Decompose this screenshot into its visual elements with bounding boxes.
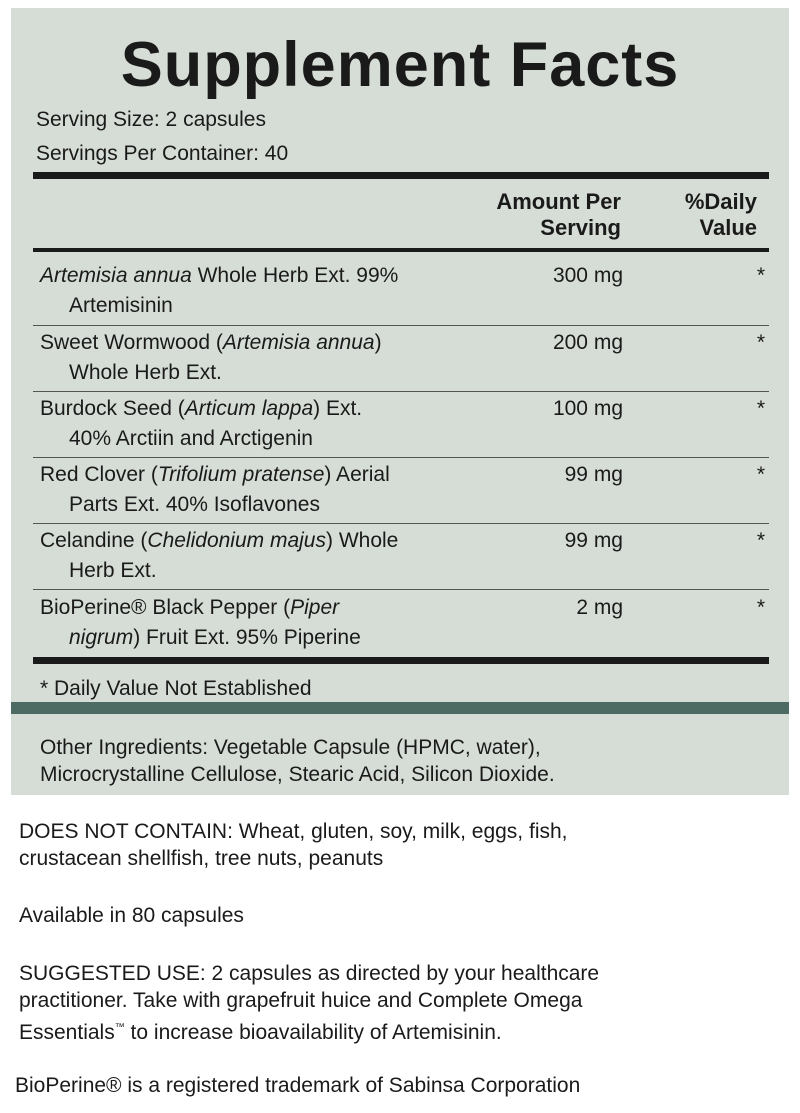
daily-value-footnote: * Daily Value Not Established bbox=[40, 677, 312, 700]
ingredient-dv: * bbox=[756, 397, 765, 420]
suggested-use-line1: SUGGESTED USE: 2 capsules as directed by your healthcare bbox=[19, 962, 600, 985]
row-divider bbox=[33, 523, 769, 524]
suggested-use-line3 bbox=[19, 1014, 779, 1046]
row-divider bbox=[33, 589, 769, 590]
essentials-text: Essentials bbox=[19, 1021, 115, 1044]
ingredient-latin-name: Chelidonium majus bbox=[147, 529, 326, 552]
trademark-symbol: ™ bbox=[114, 1022, 125, 1033]
header-rule bbox=[33, 248, 769, 252]
ingredient-amount: 300 mg bbox=[552, 264, 623, 287]
ingredient-name-line2: Herb Ext. bbox=[69, 559, 157, 582]
supplement-facts-panel bbox=[11, 8, 789, 795]
ingredient-name-text: Burdock Seed ( bbox=[40, 397, 185, 420]
ingredient-name bbox=[40, 460, 500, 520]
ingredient-name-text: Red Clover ( bbox=[40, 463, 158, 486]
amount-header-line2: Serving bbox=[540, 215, 621, 240]
ingredient-name bbox=[40, 261, 500, 321]
amount-header-line1: Amount Per bbox=[496, 189, 621, 214]
ingredient-amount: 99 mg bbox=[564, 529, 623, 552]
ingredient-latin-name: Trifolium pratense bbox=[157, 463, 325, 486]
does-not-contain bbox=[19, 818, 779, 872]
ingredient-amount: 100 mg bbox=[552, 397, 623, 420]
thick-rule-top bbox=[33, 172, 769, 179]
row-divider bbox=[33, 325, 769, 326]
ingredient-name-line2: Parts Ext. 40% Isoflavones bbox=[69, 493, 320, 516]
suggested-use bbox=[19, 960, 779, 1046]
ingredient-name-text: Whole Herb Ext. 99% bbox=[191, 264, 399, 287]
ingredient-name-text: ) bbox=[374, 331, 382, 354]
daily-value-header bbox=[685, 189, 757, 241]
ingredient-name-text: ) Aerial bbox=[324, 463, 390, 486]
ingredient-name-line2: 40% Arctiin and Arctigenin bbox=[69, 427, 313, 450]
other-ingredients-line2: Microcrystalline Cellulose, Stearic Acid, Silicon Dioxide. bbox=[40, 763, 555, 786]
ingredient-name-text: Celandine ( bbox=[40, 529, 148, 552]
ingredient-latin-name: Artemisia annua bbox=[40, 264, 192, 287]
ingredient-latin-name: Piper bbox=[290, 596, 340, 619]
availability: Available in 80 capsules bbox=[19, 904, 244, 927]
ingredient-amount: 99 mg bbox=[564, 463, 623, 486]
ingredient-dv: * bbox=[756, 529, 765, 552]
ingredient-name-text: BioPerine® Black Pepper ( bbox=[40, 596, 291, 619]
divider-bar bbox=[11, 702, 789, 714]
ingredient-dv: * bbox=[756, 264, 765, 287]
ingredient-name bbox=[40, 526, 500, 586]
other-ingredients bbox=[40, 734, 760, 788]
ingredient-dv: * bbox=[756, 596, 765, 619]
does-not-contain-line1: DOES NOT CONTAIN: Wheat, gluten, soy, milk, eggs, fish, bbox=[19, 820, 568, 843]
ingredient-name-text: ) Ext. bbox=[313, 397, 363, 420]
ingredient-amount: 200 mg bbox=[552, 331, 623, 354]
ingredient-name bbox=[40, 593, 500, 653]
suggested-use-line2: practitioner. Take with grapefruit huice and Complete Omega bbox=[19, 989, 583, 1012]
ingredient-name-text: ) Whole bbox=[326, 529, 399, 552]
ingredient-name bbox=[40, 394, 500, 454]
dv-header-line1: %Daily bbox=[684, 189, 757, 214]
ingredient-name bbox=[40, 328, 500, 388]
ingredient-name-line2: ) Fruit Ext. 95% Piperine bbox=[133, 626, 361, 649]
row-divider bbox=[33, 457, 769, 458]
amount-header bbox=[496, 189, 621, 241]
ingredient-dv: * bbox=[756, 331, 765, 354]
facts-title: Supplement Facts bbox=[120, 30, 680, 100]
ingredient-name-text: Sweet Wormwood ( bbox=[40, 331, 223, 354]
serving-size: Serving Size: 2 capsules bbox=[36, 108, 266, 131]
ingredient-latin-name: nigrum bbox=[69, 626, 134, 649]
suggested-use-line3-rest: to increase bioavailability of Artemisinin. bbox=[124, 1021, 502, 1044]
ingredient-latin-name: Artemisia annua bbox=[222, 331, 375, 354]
ingredient-latin-name: Articum lappa bbox=[184, 397, 314, 420]
ingredient-dv: * bbox=[756, 463, 765, 486]
ingredient-name-line2: Artemisinin bbox=[69, 294, 173, 317]
servings-per-container: Servings Per Container: 40 bbox=[36, 142, 289, 165]
ingredient-name-line2: Whole Herb Ext. bbox=[69, 361, 222, 384]
dv-header-line2: Value bbox=[699, 215, 757, 240]
trademark-notice: BioPerine® is a registered trademark of Sabinsa Corporation bbox=[15, 1074, 581, 1097]
ingredient-amount: 2 mg bbox=[576, 596, 623, 619]
thick-rule-bottom bbox=[33, 657, 769, 664]
does-not-contain-line2: crustacean shellfish, tree nuts, peanuts bbox=[19, 847, 384, 870]
other-ingredients-line1: Other Ingredients: Vegetable Capsule (HPMC, water), bbox=[40, 736, 541, 759]
row-divider bbox=[33, 391, 769, 392]
